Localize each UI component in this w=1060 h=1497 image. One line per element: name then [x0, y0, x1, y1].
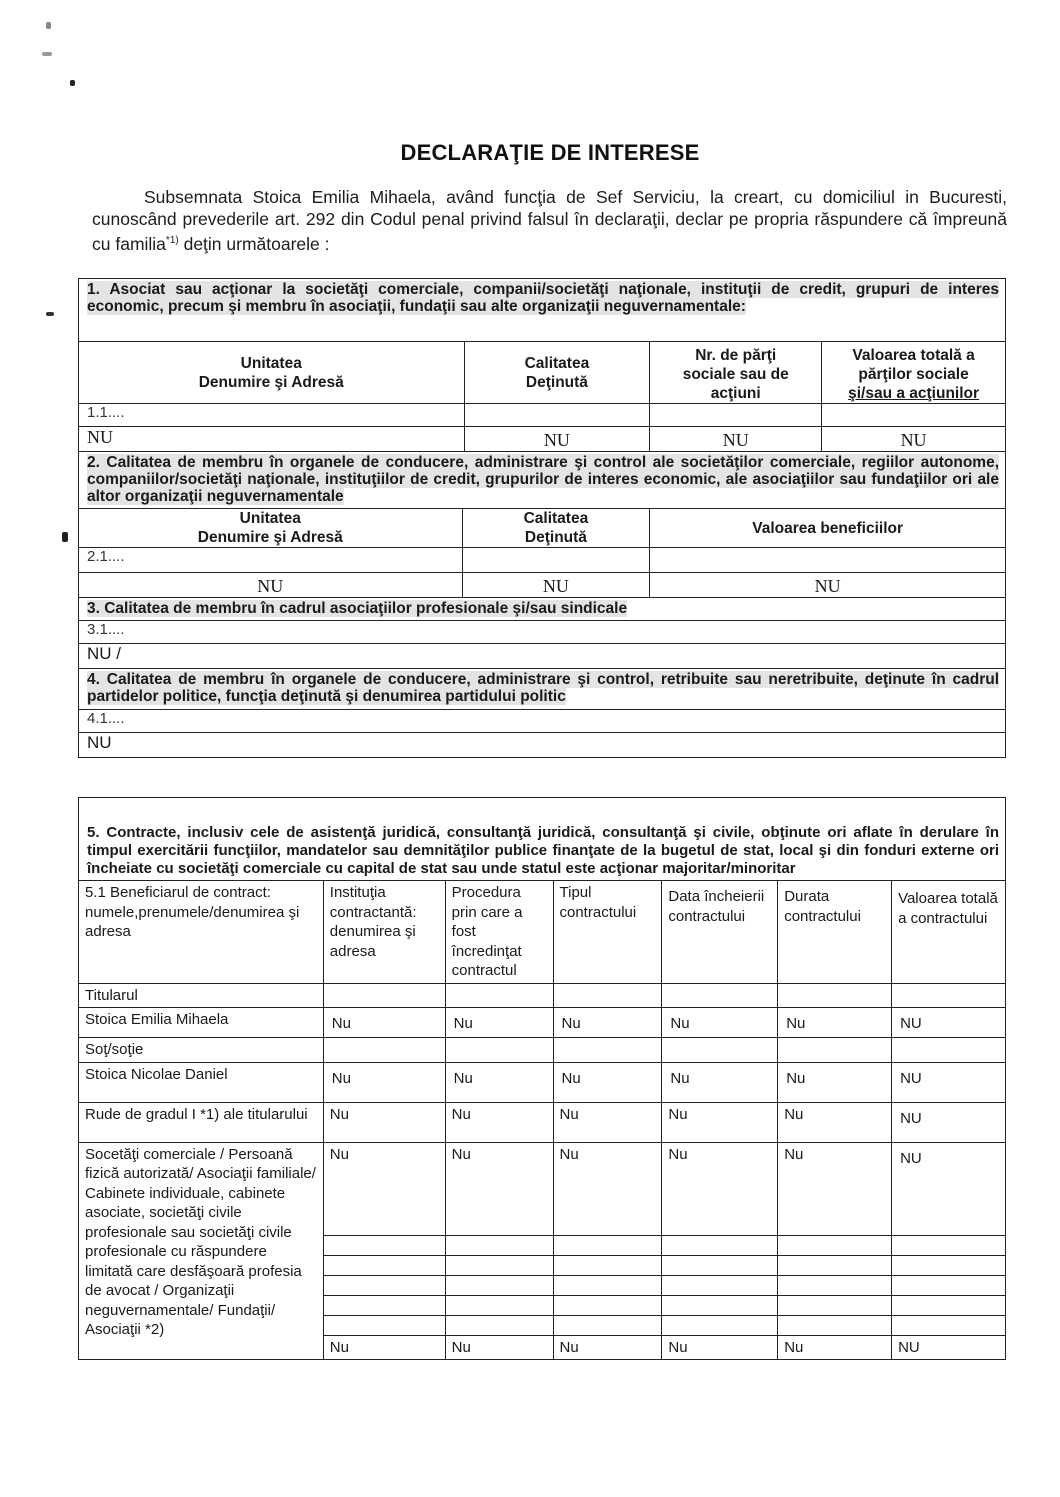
table-row [79, 1102, 1006, 1142]
col-beneficiar: 5.1 Beneficiarul de contract: numele,prenumele/denumirea şi adresa [79, 881, 324, 984]
section-5-header-row [79, 881, 1006, 984]
section-5-heading: 5. Contracte, inclusiv cele de asistenţă juridică, consultanţă juridică, consultanţă şi civile, obţinute ori aflate în derulare în timpul exercitării funcţiilor, mandatelor sau demnităţilor publice finanţate de la bugetul de stat, local şi din fonduri externe ori încheiate cu societăţi comerciale cu capital de stat sau unde statul este acţionar majoritar/minoritar [87, 824, 999, 877]
section-2-number-row [79, 548, 1006, 573]
col-valoarea: Valoarea totală a părţilor sociale şi/sau a acţiunilor [822, 342, 1006, 404]
value-unitatea: NU [79, 427, 465, 452]
scan-speck [46, 22, 51, 29]
scan-speck [70, 80, 75, 86]
value-valoarea-beneficiilor: NU [650, 573, 1006, 598]
scan-speck [42, 52, 52, 56]
row-number: 1.1.... [79, 404, 465, 427]
row-number: 3.1.... [79, 621, 1006, 644]
group-label-spouse: Soţ/soţie [79, 1038, 324, 1063]
intro-end: deţin următoarele : [178, 233, 330, 254]
group-label-row [79, 983, 1006, 1008]
cell-value: Nu [323, 1335, 445, 1360]
col-data: Data încheierii contractului [662, 881, 778, 984]
value-calitatea: NU [462, 573, 650, 598]
cell-value: Nu [662, 1008, 778, 1038]
cell-value: Nu [323, 1142, 445, 1235]
table-row [79, 1008, 1006, 1038]
cell-value: Nu [778, 1142, 892, 1235]
cell-value: Nu [553, 1142, 662, 1235]
group-label-companies: Socetăţi comerciale / Persoană fizică autorizată/ Asociaţii familiale/ Cabinete individuale, cabinete asociate, societăţi civile profesionale sau societăţi civile profesionale cu răspundere limitată care desfăşoară profesia de avocat / Organizaţii neguvernamentale/ Fundaţii/ Asociaţii *2) [79, 1142, 324, 1360]
cell-value: Nu [445, 1142, 553, 1235]
cell-value: Nu [553, 1008, 662, 1038]
cell-value: Nu [553, 1335, 662, 1360]
col-nr-parti: Nr. de părţi sociale sau de acţiuni [650, 342, 822, 404]
cell-value: Nu [662, 1102, 778, 1142]
col-institutia: Instituţia contractantă: denumirea şi adresa [323, 881, 445, 984]
cell-value: Nu [778, 1008, 892, 1038]
cell-value: Nu [778, 1062, 892, 1102]
group-label-titular: Titularul [79, 983, 324, 1008]
section-4-value: NU [79, 733, 1006, 758]
scan-speck [46, 312, 54, 316]
cell-value: Nu [445, 1102, 553, 1142]
section-4-number-row [79, 710, 1006, 733]
section-2-header-row [79, 509, 1006, 548]
section-3-heading-row [79, 598, 1006, 621]
col-valoarea-beneficiilor: Valoarea beneficiilor [650, 509, 1006, 548]
section-3-heading: 3. Calitatea de membru în cadrul asociaţiilor profesionale şi/sau sindicale [87, 600, 628, 617]
cell-value: NU [892, 1335, 1006, 1360]
col-unitatea: Unitatea Denumire şi Adresă [79, 342, 465, 404]
cell-value: Nu [553, 1102, 662, 1142]
document-title: DECLARAŢIE DE INTERESE [400, 140, 700, 165]
cell-value: Nu [778, 1102, 892, 1142]
section-4-value-row [79, 733, 1006, 758]
col-unitatea: Unitatea Denumire şi Adresă [79, 509, 463, 548]
sections-1-4-table [78, 278, 1006, 758]
cell-value: Nu [778, 1335, 892, 1360]
col-tipul: Tipul contractului [553, 881, 662, 984]
cell-value: Nu [445, 1062, 553, 1102]
cell-value: Nu [662, 1142, 778, 1235]
section-3-number-row [79, 621, 1006, 644]
section-3-value-row [79, 644, 1006, 669]
beneficiary-name: Stoica Nicolae Daniel [79, 1062, 324, 1102]
group-label-row [79, 1038, 1006, 1063]
col-valoarea: Valoarea totală a contractului [892, 881, 1006, 984]
cell-value: NU [892, 1102, 1006, 1142]
section-2-value-row [79, 573, 1006, 598]
cell-value: NU [892, 1062, 1006, 1102]
group-label-relatives: Rude de gradul I *1) ale titularului [79, 1102, 324, 1142]
section-1-heading: 1. Asociat sau acţionar la societăţi comerciale, companii/societăţi naţionale, instituţii de credit, grupuri de interes economic, precum şi membru în asociaţii, fundaţii sau alte organizaţii neguvernamentale: [87, 281, 999, 315]
section-1-heading-row [79, 279, 1006, 342]
col-durata: Durata contractului [778, 881, 892, 984]
cell-value: Nu [445, 1335, 553, 1360]
cell-value: Nu [323, 1008, 445, 1038]
value-calitatea: NU [464, 427, 650, 452]
value-valoarea: NU [822, 427, 1006, 452]
cell-value: Nu [662, 1335, 778, 1360]
cell-value: Nu [323, 1102, 445, 1142]
intro-paragraph [92, 186, 1007, 255]
col-procedura: Procedura prin care a fost încredinţat contractul [445, 881, 553, 984]
section-1-value-row [79, 427, 1006, 452]
section-5-table [78, 797, 1006, 1360]
section-3-value: NU / [79, 644, 1006, 669]
value-unitatea: NU [79, 573, 463, 598]
intro-footnote: *1) [165, 235, 179, 246]
scan-speck [62, 532, 68, 542]
section-5-heading-row [79, 798, 1006, 881]
cell-value: Nu [553, 1062, 662, 1102]
intro-text: Subsemnata Stoica Emilia Mihaela, având funcţia de Sef Serviciu, la creart, cu domiciliul in Bucuresti, cunoscând prevederile art. 292 din Codul penal privind falsul în declaraţii, declar pe propria răspundere că împreună cu familia [92, 187, 1007, 254]
row-number: 4.1.... [79, 710, 1006, 733]
section-2-heading-row [79, 452, 1006, 509]
table-row [79, 1062, 1006, 1102]
section-4-heading-row [79, 669, 1006, 710]
value-nr-parti: NU [650, 427, 822, 452]
section-1-header-row [79, 342, 1006, 404]
cell-value: NU [892, 1142, 1006, 1235]
beneficiary-name: Stoica Emilia Mihaela [79, 1008, 324, 1038]
section-2-heading: 2. Calitatea de membru în organele de conducere, administrare şi control ale societăţilor comerciale, regiilor autonome, companiilor/societăţi naţionale, instituţiilor de credit, grupurilor de interes economic, ale asociaţiilor sau fundaţiilor ori ale altor organizaţii neguvernamentale [87, 454, 999, 505]
cell-value: Nu [445, 1008, 553, 1038]
section-1-number-row [79, 404, 1006, 427]
cell-value: NU [892, 1008, 1006, 1038]
section-4-heading: 4. Calitatea de membru în organele de conducere, administrare şi control, retribuite sau neretribuite, deţinute în cadrul partidelor politice, funcţia deţinută şi denumirea partidului politic [87, 671, 999, 705]
row-number: 2.1.... [79, 548, 463, 573]
cell-value: Nu [323, 1062, 445, 1102]
table-row [79, 1142, 1006, 1235]
cell-value: Nu [662, 1062, 778, 1102]
col-calitatea: Calitatea Deţinută [464, 342, 650, 404]
col-calitatea: Calitatea Deţinută [462, 509, 650, 548]
